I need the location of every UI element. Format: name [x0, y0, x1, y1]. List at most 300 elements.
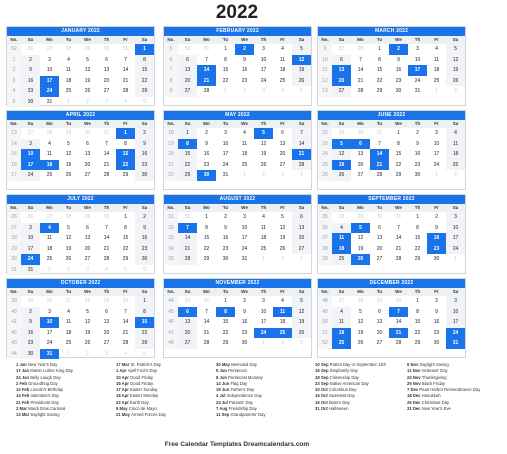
weekday-label: Sa: [298, 289, 305, 294]
day-cell: 7: [397, 224, 400, 231]
day-cell: 10: [446, 307, 465, 318]
weekday-label: Sa: [452, 289, 459, 294]
weekday-label: Mo: [357, 205, 364, 210]
day-cell: 6: [378, 224, 381, 231]
day-cell: 31: [446, 338, 465, 349]
day-cell: 28: [357, 46, 364, 52]
day-cell: 17: [446, 317, 465, 328]
day-cell: 22: [395, 161, 402, 168]
day-cell: 16: [21, 328, 40, 339]
month-march: [317, 26, 466, 106]
day-cell: 10: [433, 140, 440, 147]
holiday-column: [116, 362, 216, 419]
day-cell: 31: [40, 349, 59, 360]
day-cell: 28: [46, 130, 53, 136]
day-cell: 22: [414, 329, 421, 336]
day-cell: 23: [21, 338, 40, 349]
day-cell: 2: [262, 172, 265, 178]
day-cell: 26: [292, 76, 311, 87]
day-cell: 9: [21, 317, 40, 328]
month-title: JUNE 2022: [318, 111, 465, 120]
week-number: 42: [7, 328, 21, 339]
day-cell: 19: [260, 151, 267, 157]
day-cell: 26: [446, 76, 465, 87]
day-cell: 17: [21, 160, 40, 171]
day-cell: 8: [216, 307, 235, 318]
day-cell: 9: [397, 56, 400, 63]
month-title: SEPTEMBER 2022: [318, 195, 465, 204]
day-cell: 24: [241, 245, 248, 252]
month-december: [317, 278, 466, 358]
holiday-item: 13 Mar Daylight Saving: [16, 412, 60, 418]
day-cell: 24: [21, 254, 40, 265]
weekday-label: We: [84, 37, 91, 42]
day-cell: 17: [241, 235, 248, 241]
holiday-item: 5 Jun Pentecost: [216, 368, 247, 374]
day-cell: 22: [178, 160, 197, 171]
day-cell: 18: [65, 77, 72, 84]
day-cell: 10: [260, 56, 267, 63]
day-cell: 4: [67, 308, 70, 315]
weekday-label: No.: [321, 205, 329, 210]
weekday-label: Su: [184, 121, 191, 126]
holiday-item: 18 Sep Citizenship Day: [315, 374, 359, 380]
weekday-label: No.: [10, 289, 18, 294]
day-cell: 12: [357, 319, 364, 325]
day-cell: 15: [222, 67, 229, 73]
day-cell: 21: [389, 328, 408, 339]
day-cell: 4: [124, 350, 127, 357]
day-cell: 30: [184, 298, 191, 304]
day-cell: 1: [224, 88, 227, 94]
day-cell: 13: [103, 319, 110, 325]
weekday-label: Th: [103, 205, 110, 210]
day-cell: 16: [414, 151, 421, 157]
day-cell: 29: [414, 256, 421, 262]
day-cell: 1: [416, 298, 419, 304]
week-number: 38: [318, 244, 332, 255]
day-cell: 30: [21, 97, 40, 108]
month-august: [163, 194, 312, 274]
weekday-header: [164, 36, 311, 44]
day-cell: 13: [279, 140, 286, 147]
day-cell: 3: [21, 223, 40, 234]
weekday-label: Fr: [434, 205, 439, 210]
day-cell: 9: [135, 223, 154, 234]
holiday-item: 31 Oct Halloween: [315, 406, 349, 412]
day-cell: 23: [395, 77, 402, 84]
day-cell: 26: [84, 88, 91, 94]
day-cell: 5: [351, 223, 370, 234]
day-cell: 4: [281, 46, 284, 52]
day-cell: 27: [65, 298, 72, 304]
holiday-item: 18 Apr Easter Monday: [116, 393, 159, 399]
day-cell: 8: [416, 224, 419, 231]
day-cell: 26: [351, 254, 370, 265]
week-number: 26: [7, 212, 21, 223]
day-cell: 14: [197, 65, 216, 76]
day-cell: 9: [243, 308, 246, 315]
day-cell: 7: [205, 308, 208, 315]
day-cell: 20: [84, 245, 91, 252]
day-cell: 4: [67, 56, 70, 63]
day-cell: 5: [254, 128, 273, 139]
weekday-label: Fr: [280, 121, 285, 126]
day-cell: 5: [281, 214, 284, 220]
weekday-label: No.: [167, 205, 175, 210]
day-cell: 3: [105, 98, 108, 105]
weekday-label: Su: [338, 121, 345, 126]
day-cell: 26: [65, 172, 72, 178]
week-number: 27: [7, 223, 21, 234]
day-cell: 27: [178, 86, 197, 97]
weekday-header: [164, 204, 311, 212]
weekday-label: Th: [260, 289, 267, 294]
day-cell: 24: [40, 86, 59, 97]
day-cell: 5: [292, 296, 311, 307]
day-cell: 7: [359, 56, 362, 63]
day-cell: 11: [260, 224, 267, 231]
weekday-label: We: [395, 205, 402, 210]
weekday-label: Sa: [298, 205, 305, 210]
weekday-header: [318, 204, 465, 212]
day-cell: 29: [414, 340, 421, 346]
day-cell: 20: [332, 76, 351, 87]
day-cell: 14: [357, 67, 364, 73]
day-cell: 15: [178, 149, 197, 160]
day-cell: 19: [446, 65, 465, 76]
month-title: JANUARY 2022: [7, 27, 154, 36]
weekday-label: Mo: [46, 37, 53, 42]
day-cell: 11: [332, 317, 351, 328]
month-title: APRIL 2022: [7, 111, 154, 120]
day-cell: 18: [241, 151, 248, 157]
day-cell: 28: [122, 88, 129, 94]
day-cell: 13: [103, 67, 110, 73]
day-cell: 21: [103, 161, 110, 168]
day-cell: 6: [86, 140, 89, 147]
day-cell: 29: [222, 340, 229, 346]
day-cell: 1: [67, 98, 70, 105]
day-cell: 9: [224, 224, 227, 231]
day-cell: 28: [338, 214, 345, 220]
day-cell: 14: [203, 319, 210, 325]
day-cell: 31: [46, 98, 53, 105]
day-cell: 4: [243, 130, 246, 136]
day-cell: 20: [376, 329, 383, 336]
day-cell: 1: [67, 350, 70, 357]
day-cell: 1: [205, 214, 208, 220]
weekday-label: Fr: [123, 37, 128, 42]
month-september: [317, 194, 466, 274]
day-cell: 15: [203, 235, 210, 241]
month-title: JULY 2022: [7, 195, 154, 204]
day-cell: 8: [124, 224, 127, 231]
day-cell: 2: [281, 340, 284, 346]
weekday-label: Th: [103, 121, 110, 126]
month-may: [163, 110, 312, 190]
day-cell: 2: [454, 88, 457, 94]
month-february: [163, 26, 312, 106]
day-cell: 3: [48, 56, 51, 63]
holiday-item: 7 Dec Pearl Harbor Remembrance Day: [407, 387, 481, 393]
day-cell: 28: [395, 256, 402, 262]
day-cell: 17: [222, 151, 229, 157]
holiday-item: 2 Mar Mardi Gras Carnival: [16, 406, 66, 412]
day-cell: 20: [178, 76, 197, 87]
day-cell: 10: [21, 149, 40, 160]
day-cell: 26: [279, 245, 286, 252]
weekday-header: [318, 120, 465, 128]
day-cell: 3: [416, 46, 419, 52]
weekday-label: Sa: [452, 205, 459, 210]
day-cell: 1: [48, 266, 51, 273]
weekday-label: Sa: [452, 37, 459, 42]
week-number: 5: [164, 44, 178, 55]
day-cell: 24: [433, 161, 440, 168]
day-cell: 12: [84, 67, 91, 73]
week-number: 21: [164, 160, 178, 171]
month-title: OCTOBER 2022: [7, 279, 154, 288]
week-number: 26: [318, 170, 332, 181]
day-cell: 20: [292, 233, 311, 244]
weekday-label: Tu: [222, 37, 229, 42]
day-cell: 27: [84, 172, 91, 178]
week-number: 32: [164, 223, 178, 234]
day-cell: 18: [260, 235, 267, 241]
month-title: FEBRUARY 2022: [164, 27, 311, 36]
day-cell: 12: [84, 319, 91, 325]
day-cell: 21: [197, 76, 216, 87]
weekday-label: Mo: [46, 121, 53, 126]
day-cell: 1: [224, 298, 227, 304]
day-cell: 16: [433, 319, 440, 325]
day-cell: 13: [376, 235, 383, 241]
week-number: 20: [164, 149, 178, 160]
weekday-label: Sa: [298, 37, 305, 42]
day-cell: 19: [65, 161, 72, 168]
day-cell: 9: [135, 139, 154, 150]
weekday-label: Su: [184, 205, 191, 210]
holiday-item: 15 Apr Good Friday: [116, 380, 154, 386]
day-cell: 27: [292, 244, 311, 255]
holiday-item: 7 Aug Friendship Day: [216, 406, 257, 412]
weekday-label: Su: [27, 205, 34, 210]
page-title: 2022: [215, 2, 259, 23]
day-cell: 14: [122, 67, 129, 73]
month-days: [164, 296, 311, 349]
day-cell: 5: [143, 98, 146, 105]
day-cell: 22: [122, 245, 129, 252]
day-cell: 30: [184, 46, 191, 52]
weekday-label: We: [395, 289, 402, 294]
day-cell: 4: [281, 298, 284, 304]
day-cell: 6: [143, 266, 146, 273]
day-cell: 2: [243, 88, 246, 94]
day-cell: 7: [389, 307, 408, 318]
day-cell: 29: [376, 88, 383, 94]
holiday-item: 19 Jun Father's Day: [216, 387, 255, 393]
day-cell: 23: [433, 329, 440, 336]
day-cell: 16: [241, 319, 248, 325]
day-cell: 16: [135, 233, 154, 244]
day-cell: 13: [84, 235, 91, 241]
day-cell: 2: [21, 55, 40, 66]
weekday-label: Tu: [65, 205, 72, 210]
weekday-label: Th: [260, 37, 267, 42]
day-cell: 30: [84, 130, 91, 136]
day-cell: 1: [416, 214, 419, 220]
day-cell: 26: [357, 340, 364, 346]
week-number: 6: [164, 55, 178, 66]
day-cell: 24: [260, 77, 267, 84]
day-cell: 9: [416, 140, 419, 147]
month-days: [7, 128, 154, 181]
month-days: [164, 212, 311, 265]
holiday-item: 17 Mar St. Patrick's Day: [116, 362, 162, 367]
month-days: [7, 212, 154, 275]
day-cell: 25: [46, 256, 53, 262]
day-cell: 11: [46, 151, 53, 157]
day-cell: 14: [178, 233, 197, 244]
day-cell: 17: [40, 76, 59, 87]
day-cell: 20: [178, 328, 197, 339]
day-cell: 19: [84, 77, 91, 84]
weekday-label: We: [84, 205, 91, 210]
week-number: 22: [164, 170, 178, 181]
day-cell: 13: [178, 65, 197, 76]
day-cell: 12: [332, 149, 351, 160]
day-cell: 8: [416, 308, 419, 315]
day-cell: 24: [254, 328, 273, 339]
day-cell: 2: [86, 350, 89, 357]
week-number: 43: [7, 338, 21, 349]
weekday-label: Mo: [203, 205, 210, 210]
week-number: 8: [164, 76, 178, 87]
holiday-item: 6 Nov Daylight Saving: [407, 362, 449, 367]
week-number: 39: [318, 254, 332, 265]
day-cell: 28: [203, 88, 210, 94]
day-cell: 29: [84, 214, 91, 220]
day-cell: 19: [65, 245, 72, 252]
day-cell: 23: [241, 329, 248, 336]
day-cell: 6: [178, 55, 197, 66]
weekday-label: Fr: [280, 205, 285, 210]
day-cell: 2: [281, 256, 284, 262]
holiday-column: [16, 362, 116, 419]
holiday-list: [16, 362, 481, 444]
day-cell: 1: [178, 128, 197, 139]
holiday-item: 10 Oct Columbus Day: [315, 387, 357, 393]
weekday-label: Th: [103, 37, 110, 42]
weekday-label: Su: [184, 289, 191, 294]
week-number: 13: [318, 86, 332, 97]
day-cell: 15: [135, 317, 154, 328]
day-cell: 27: [46, 214, 53, 220]
weekday-label: Th: [260, 121, 267, 126]
day-cell: 28: [103, 256, 110, 262]
day-cell: 28: [122, 340, 129, 346]
day-cell: 11: [332, 233, 351, 244]
week-number: 7: [164, 65, 178, 76]
weekday-label: We: [84, 121, 91, 126]
day-cell: 6: [332, 55, 351, 66]
day-cell: 8: [224, 56, 227, 63]
day-cell: 7: [292, 128, 311, 139]
weekday-label: Tu: [376, 121, 383, 126]
week-number: 13: [7, 128, 21, 139]
day-cell: 30: [222, 256, 229, 262]
day-cell: 14: [292, 139, 311, 150]
weekday-label: Mo: [357, 121, 364, 126]
day-cell: 31: [184, 214, 191, 220]
day-cell: 18: [279, 319, 286, 325]
day-cell: 15: [122, 235, 129, 241]
week-number: 5: [7, 97, 21, 108]
day-cell: 11: [273, 307, 292, 318]
month-days: [318, 296, 465, 349]
weekday-label: No.: [321, 37, 329, 42]
weekday-label: No.: [167, 37, 175, 42]
day-cell: 28: [395, 340, 402, 346]
day-cell: 27: [46, 46, 53, 52]
day-cell: 3: [446, 212, 465, 223]
day-cell: 23: [241, 77, 248, 84]
week-number: 51: [318, 328, 332, 339]
day-cell: 20: [357, 161, 364, 168]
weekday-label: Mo: [203, 289, 210, 294]
weekday-label: Sa: [452, 121, 459, 126]
day-cell: 27: [357, 172, 364, 178]
day-cell: 28: [203, 340, 210, 346]
holiday-item: 15 Oct Sweetest Day: [315, 393, 355, 399]
holiday-item: 16 Oct Boss's Day: [315, 399, 350, 405]
day-cell: 29: [338, 130, 345, 136]
day-cell: 18: [40, 160, 59, 171]
day-cell: 30: [103, 46, 110, 52]
day-cell: 3: [243, 214, 246, 220]
day-cell: 26: [46, 298, 53, 304]
day-cell: 3: [262, 46, 265, 52]
weekday-label: We: [241, 121, 248, 126]
month-days: [7, 44, 154, 107]
holiday-item: 16 Sep Stepfamily Day: [315, 368, 358, 374]
day-cell: 13: [357, 151, 364, 157]
day-cell: 25: [273, 328, 292, 339]
holiday-column: [315, 362, 415, 412]
week-number: 9: [164, 86, 178, 97]
day-cell: 4: [435, 46, 438, 52]
day-cell: 13: [84, 151, 91, 157]
day-cell: 3: [262, 298, 265, 304]
month-days: [318, 44, 465, 97]
weekday-header: [164, 120, 311, 128]
day-cell: 4: [105, 266, 108, 273]
day-cell: 31: [414, 88, 421, 94]
weekday-header: [7, 120, 154, 128]
day-cell: 14: [395, 319, 402, 325]
day-cell: 6: [351, 139, 370, 150]
day-cell: 21: [292, 149, 311, 160]
holiday-column: [216, 362, 316, 419]
day-cell: 2: [67, 266, 70, 273]
day-cell: 9: [435, 224, 438, 231]
holiday-item: 17 Jan Martin Luther King Day: [16, 368, 74, 374]
day-cell: 1: [135, 44, 154, 55]
week-number: 45: [164, 307, 178, 318]
weekday-label: Tu: [376, 205, 383, 210]
weekday-label: Th: [414, 37, 421, 42]
